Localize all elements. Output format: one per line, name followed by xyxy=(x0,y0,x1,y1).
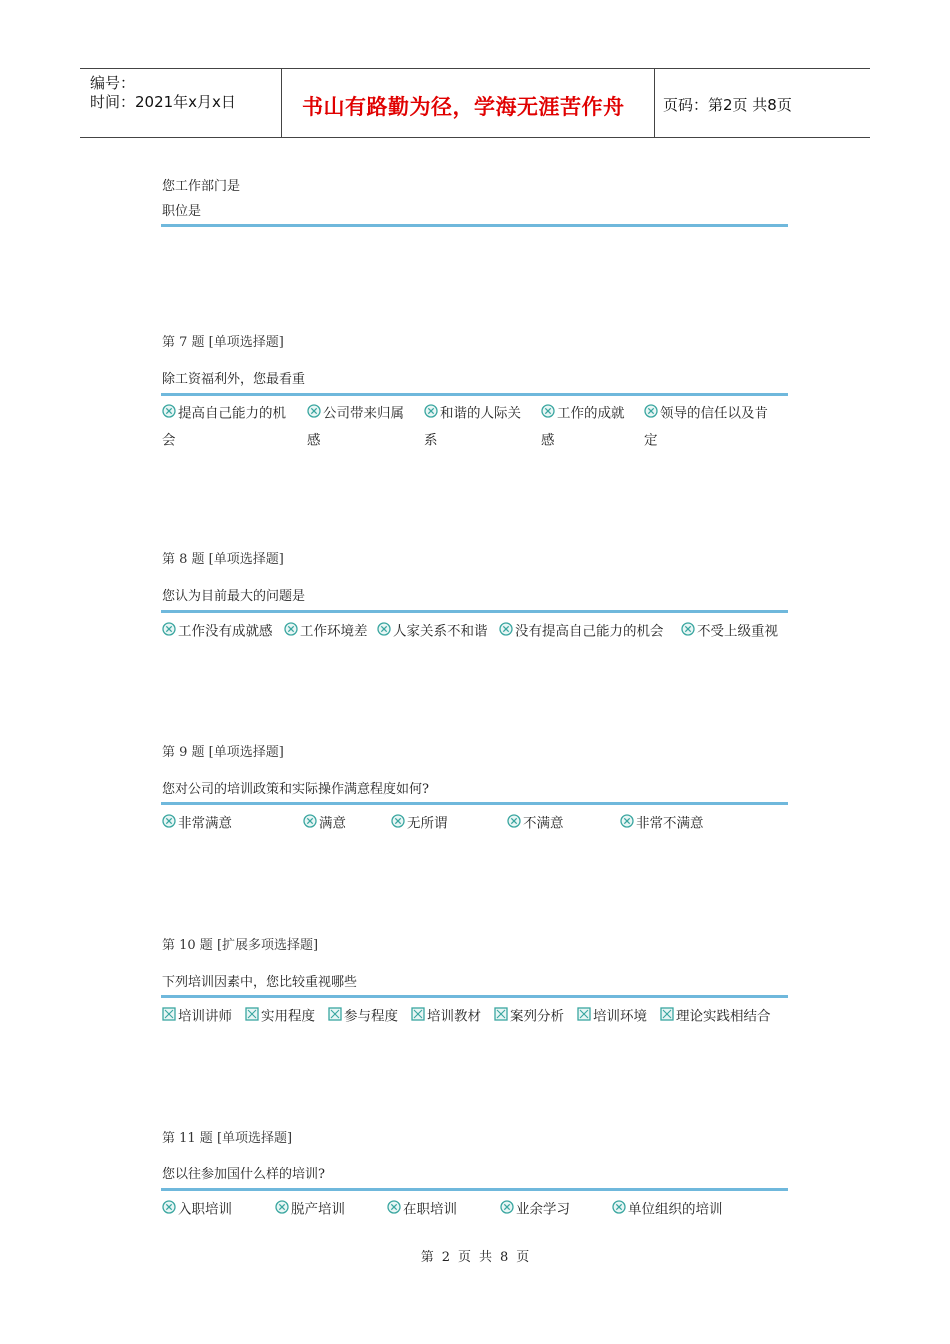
radio-x-icon xyxy=(499,622,513,636)
radio-option[interactable]: 不受上级重视 xyxy=(681,618,778,645)
header-center-cell xyxy=(282,69,655,137)
number-label: 编号： xyxy=(90,74,136,92)
radio-x-icon xyxy=(612,1200,626,1214)
radio-option[interactable]: 没有提高自己能力的机会 xyxy=(499,618,664,645)
radio-x-icon xyxy=(391,814,405,828)
radio-x-icon xyxy=(162,404,176,418)
checkbox-x-icon xyxy=(328,1007,342,1021)
radio-x-icon xyxy=(377,622,391,636)
radio-x-icon xyxy=(162,1200,176,1214)
checkbox-x-icon xyxy=(494,1007,508,1021)
motto: 书山有路勤为径，学海无涯苦作舟 xyxy=(302,95,625,119)
checkbox-x-icon xyxy=(411,1007,425,1021)
question-text: 您以往参加国什么样的培训? xyxy=(162,1167,325,1182)
radio-option[interactable]: 满意 xyxy=(303,810,346,837)
radio-option[interactable]: 公司带来归属 感 xyxy=(307,405,404,448)
checkbox-x-icon xyxy=(577,1007,591,1021)
question-text: 下列培训因素中，您比较重视哪些 xyxy=(162,975,358,990)
divider xyxy=(161,802,788,805)
checkbox-option[interactable]: 培训讲师 xyxy=(162,1003,232,1030)
radio-x-icon xyxy=(507,814,521,828)
position-label: 职位是 xyxy=(162,204,202,219)
document-header xyxy=(80,68,870,138)
checkbox-option[interactable]: 理论实践相结合 xyxy=(660,1003,771,1030)
radio-option[interactable]: 工作的成就 感 xyxy=(541,405,625,448)
radio-x-icon xyxy=(162,622,176,636)
page-footer: 第 2 页 共 8 页 xyxy=(420,1250,530,1265)
question-heading: 第 10 题 [扩展多项选择题] xyxy=(162,938,319,953)
checkbox-option[interactable]: 培训教材 xyxy=(411,1003,481,1030)
radio-option[interactable]: 脱产培训 xyxy=(275,1196,345,1223)
radio-option[interactable]: 提高自己能力的机 会 xyxy=(162,405,286,448)
radio-option[interactable]: 人家关系不和谐 xyxy=(377,618,488,645)
radio-x-icon xyxy=(284,622,298,636)
question-heading: 第 11 题 [单项选择题] xyxy=(162,1131,293,1146)
question-heading: 第 9 题 [单项选择题] xyxy=(162,745,284,760)
page-indicator: 页码：第2页 共8页 xyxy=(663,96,792,114)
radio-x-icon xyxy=(307,404,321,418)
radio-x-icon xyxy=(275,1200,289,1214)
checkbox-option[interactable]: 参与程度 xyxy=(328,1003,398,1030)
question-heading: 第 8 题 [单项选择题] xyxy=(162,552,284,567)
radio-option[interactable]: 入职培训 xyxy=(162,1196,232,1223)
radio-x-icon xyxy=(681,622,695,636)
radio-x-icon xyxy=(541,404,555,418)
footer-total-pages: 8 xyxy=(500,1250,509,1265)
question-text: 除工资福利外，您最看重 xyxy=(162,372,306,387)
radio-option[interactable]: 非常满意 xyxy=(162,810,232,837)
header-left-cell xyxy=(80,69,282,137)
radio-option[interactable]: 和谐的人际关 系 xyxy=(424,405,521,448)
checkbox-x-icon xyxy=(660,1007,674,1021)
checkbox-option[interactable]: 实用程度 xyxy=(245,1003,315,1030)
radio-option[interactable]: 在职培训 xyxy=(387,1196,457,1223)
radio-x-icon xyxy=(387,1200,401,1214)
radio-option[interactable]: 非常不满意 xyxy=(620,810,704,837)
checkbox-x-icon xyxy=(245,1007,259,1021)
question-text: 您对公司的培训政策和实际操作满意程度如何? xyxy=(162,782,429,797)
radio-option[interactable]: 单位组织的培训 xyxy=(612,1196,723,1223)
footer-page-number: 2 xyxy=(441,1250,450,1265)
radio-x-icon xyxy=(162,814,176,828)
department-label: 您工作部门是 xyxy=(162,179,241,194)
radio-option[interactable]: 无所谓 xyxy=(391,810,448,837)
divider xyxy=(161,1188,788,1191)
radio-x-icon xyxy=(500,1200,514,1214)
radio-option[interactable]: 不满意 xyxy=(507,810,564,837)
divider xyxy=(161,393,788,396)
checkbox-x-icon xyxy=(162,1007,176,1021)
radio-x-icon xyxy=(644,404,658,418)
header-right-cell xyxy=(655,69,870,137)
radio-option[interactable]: 工作没有成就感 xyxy=(162,618,273,645)
checkbox-option[interactable]: 案列分析 xyxy=(494,1003,564,1030)
time-label: 时间：2021年x月x日 xyxy=(90,93,236,111)
divider xyxy=(161,995,788,998)
radio-option[interactable]: 领导的信任以及肯 定 xyxy=(644,405,768,448)
radio-x-icon xyxy=(620,814,634,828)
divider xyxy=(161,224,788,227)
radio-option[interactable]: 业余学习 xyxy=(500,1196,570,1223)
radio-x-icon xyxy=(303,814,317,828)
divider xyxy=(161,610,788,613)
radio-option[interactable]: 工作环境差 xyxy=(284,618,368,645)
radio-x-icon xyxy=(424,404,438,418)
question-heading: 第 7 题 [单项选择题] xyxy=(162,335,284,350)
checkbox-option[interactable]: 培训环境 xyxy=(577,1003,647,1030)
question-text: 您认为目前最大的问题是 xyxy=(162,589,306,604)
